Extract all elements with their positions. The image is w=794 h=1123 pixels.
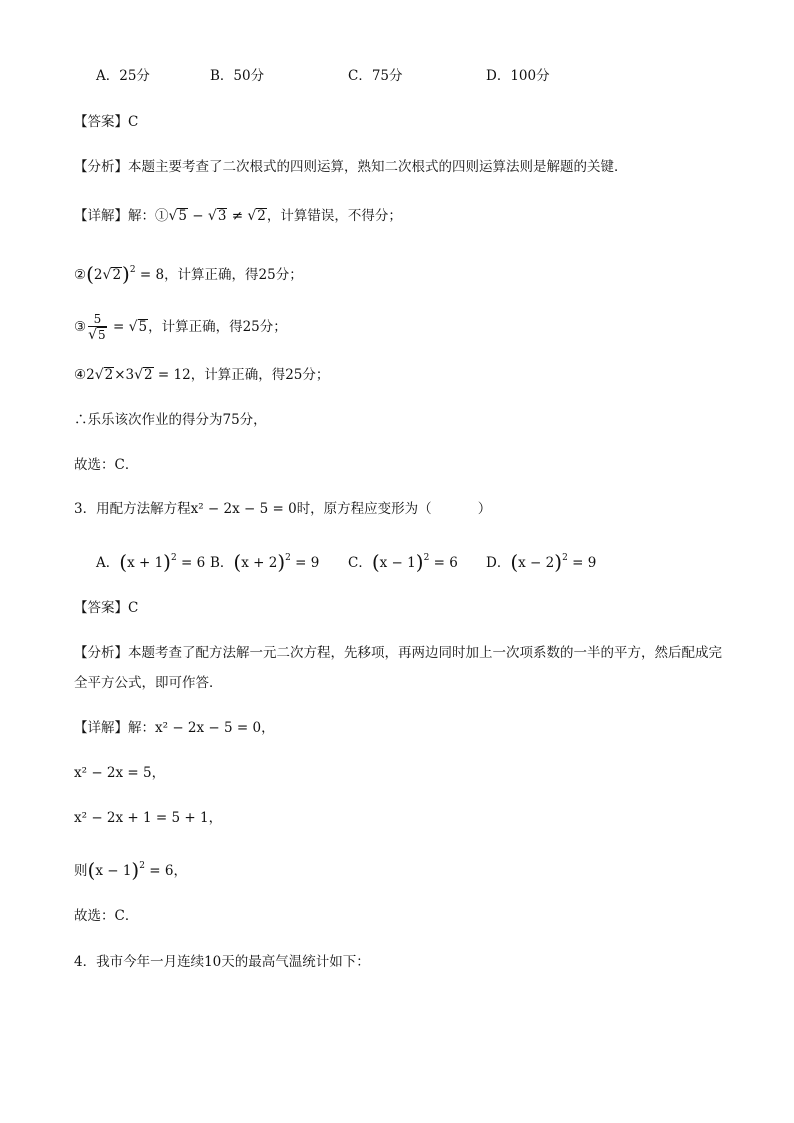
q3-answer: 【答案】C	[74, 600, 139, 616]
q2-detail-prefix: 【详解】解：①	[74, 208, 169, 224]
q2-detail-1: 【详解】解：①√5 − √3 ≠ √2，计算错误，不得分；	[74, 208, 402, 224]
fraction-numerator: 5	[88, 312, 107, 327]
q2-detail-3-text: ，计算正确，得25分；	[148, 319, 287, 335]
sqrt-symbol: √	[168, 208, 178, 224]
q3-stem-close: ）	[477, 501, 492, 517]
q3-step-3: x² − 2x + 1 = 5 + 1，	[74, 810, 223, 826]
q2-option-d: D．100分	[486, 68, 550, 84]
fraction-denominator: 5	[98, 328, 106, 342]
q3-detail-prefix: 【详解】解：	[74, 720, 155, 736]
radicand: 2	[112, 267, 122, 283]
q3-step-2: x² − 2x = 5，	[74, 765, 166, 781]
q4-stem: 4．我市今年一月连续10天的最高气温统计如下：	[74, 954, 370, 970]
q2-detail-2-text: ，计算正确，得25分；	[164, 267, 303, 283]
coefficient: 3	[125, 367, 135, 383]
q3-option-b: B．$(x + 2)^2 = 9$	[210, 550, 320, 574]
sqrt-symbol: √	[247, 208, 257, 224]
q3-stem	[74, 499, 491, 519]
q2-detail-2-prefix: ②	[74, 267, 87, 283]
q2-answer: 【答案】C	[74, 114, 139, 130]
fraction: $\frac{5}{√5}$	[88, 312, 106, 343]
q2-option-b: B．50分	[210, 68, 265, 84]
radicand: 3	[217, 208, 227, 224]
q3-choose: 故选：C．	[74, 908, 139, 924]
q2-detail-1-text: ，计算错误，不得分；	[266, 208, 402, 224]
q3-option-d: D．$(x - 2)^2 = 9$	[486, 550, 597, 574]
q3-step-1: x² − 2x − 5 = 0，	[155, 720, 275, 736]
q2-detail-2-rhs: = 8	[135, 267, 165, 283]
radicand: 5	[178, 208, 188, 224]
q2-option-c: C．75分	[348, 68, 403, 84]
q3-stem-suffix: 时，原方程应变形为（	[296, 501, 432, 517]
q3-option-c: C．$(x - 1)^2 = 6$	[348, 550, 458, 574]
q2-analysis: 【分析】本题主要考查了二次根式的四则运算，熟知二次根式的四则运算法则是解题的关键．	[74, 159, 628, 175]
radicand: 2	[257, 208, 266, 224]
q2-choose: 故选：C．	[74, 457, 139, 473]
q2-option-a: A．25分	[96, 68, 150, 84]
sqrt-symbol: √	[207, 208, 217, 224]
q3-detail-1	[74, 718, 275, 738]
coefficient: 2	[86, 367, 95, 383]
q2-detail-4-prefix: ④	[74, 367, 87, 383]
q3-stem-prefix: 3．用配方法解方程	[74, 501, 191, 517]
q3-step-4: 则$(x - 1)^2 = 6$，	[74, 858, 187, 882]
q2-detail-4-rhs: = 12	[153, 367, 191, 383]
q2-detail-2: $②(2√2)^2 = 8$，计算正确，得25分；	[74, 262, 303, 286]
coefficient: 2	[93, 267, 103, 283]
q2-conclusion: ∴乐乐该次作业的得分为75分，	[74, 412, 267, 428]
radicand: 2	[104, 367, 114, 383]
q3-stem-equation: x² − 2x − 5 = 0	[190, 501, 297, 517]
q3-option-a: A．$(x + 1)^2 = 6$	[96, 550, 206, 574]
q3-analysis: 【分析】本题考查了配方法解一元二次方程，先移项，再两边同时加上一次项系数的一半的平方，然后配成完全平方公式，即可作答．	[74, 645, 722, 691]
q2-detail-4: ④2√2×3√2 = 12，计算正确，得25分；	[74, 367, 330, 383]
radicand: 5	[138, 319, 148, 335]
q2-detail-3-prefix: ③	[74, 319, 87, 335]
q2-detail-3: ③ $\frac{5}{√5}$ = √5，计算正确，得25分；	[74, 312, 287, 343]
radicand: 2	[144, 367, 153, 383]
q2-detail-4-text: ，计算正确，得25分；	[190, 367, 330, 383]
